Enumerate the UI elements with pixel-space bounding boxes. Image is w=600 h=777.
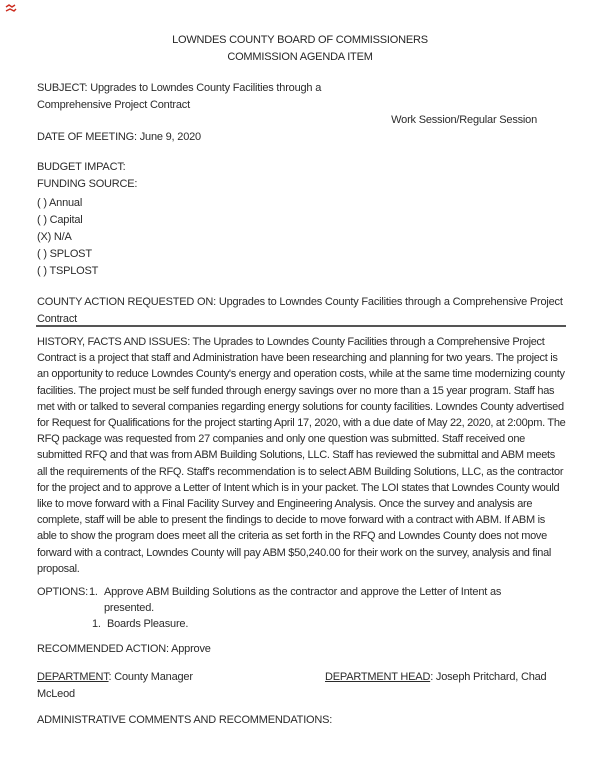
option-1-number: 1. (89, 586, 98, 598)
department-head-label: DEPARTMENT HEAD (325, 671, 431, 683)
options-items (89, 584, 551, 632)
recommended-action: RECOMMENDED ACTION: Approve (37, 643, 211, 655)
title-line-1: LOWNDES COUNTY BOARD OF COMMISSIONERS (172, 34, 428, 46)
department-label: DEPARTMENT (37, 671, 109, 683)
document-title (0, 32, 600, 66)
department-head-value: : Joseph Pritchard, Chad (430, 671, 547, 683)
funding-options-list (37, 195, 98, 280)
session-type-label: Work Session/Regular Session (391, 114, 537, 126)
funding-source-label: FUNDING SOURCE: (37, 178, 138, 190)
funding-option-splost: ( ) SPLOST (37, 248, 92, 260)
funding-option-annual: ( ) Annual (37, 197, 83, 209)
options-section (37, 584, 565, 632)
options-label: OPTIONS: (37, 586, 88, 598)
divider-line (36, 325, 566, 327)
meeting-date-line: DATE OF MEETING: June 9, 2020 (37, 131, 201, 143)
option-item-2 (92, 616, 551, 632)
funding-option-tsplost: ( ) TSPLOST (37, 265, 99, 277)
funding-option-na: (X) N/A (37, 231, 72, 243)
department-field (37, 671, 193, 683)
administrative-comments-label: ADMINISTRATIVE COMMENTS AND RECOMMENDATIONS: (37, 714, 333, 726)
department-head-value-wrap: McLeod (37, 688, 75, 700)
option-2-number: 1. (92, 618, 101, 630)
funding-option-capital: ( ) Capital (37, 214, 83, 226)
department-value: : County Manager (108, 671, 193, 683)
option-2-text: Boards Pleasure. (107, 618, 189, 630)
subject-line: SUBJECT: Upgrades to Lowndes County Facilities through a Comprehensive Project Contract (37, 82, 322, 111)
option-item-1 (89, 584, 551, 616)
red-scribble-icon (5, 4, 17, 13)
department-row (37, 671, 565, 683)
budget-impact-label: BUDGET IMPACT: (37, 161, 126, 173)
title-line-2: COMMISSION AGENDA ITEM (227, 51, 373, 63)
department-head-field (325, 671, 546, 683)
county-action-requested: COUNTY ACTION REQUESTED ON: Upgrades to Lowndes County Facilities through a Comprehensive Project Contract (37, 296, 563, 325)
option-1-text: Approve ABM Building Solutions as the contractor and approve the Letter of Intent as presented. (104, 586, 502, 614)
history-facts-issues: HISTORY, FACTS AND ISSUES: The Uprades to Lowndes County Facilities through a Comprehensive Project Contract is a project that staff and Administration have been researching and planning for two years. The project is an opportunity to reduce Lowndes County's energy and operation costs, while at the same time modernizing county facilities. The project must be self funded through energy savings over no more than a 15 year program. Staff has met with or talked to several companies regarding energy solutions for county facilities. Lowndes County advertised for Request for Qualifications for the project starting April 17, 2020, with a due date of May 22, 2020, at 2:00pm. The RFQ package was requested from 27 companies and only one question was submitted. Staff received one submitted RFQ and that was from ABM Building Solutions, LLC. Staff has reviewed the submittal and ABM meets all the requirements of the RFQ. Staff's recommendation is to select ABM Building Solutions, LLC, as the contractor for the project and to approve a Letter of Intent which is in your packet. The LOI states that Lowndes County would like to move forward with a Final Facility Survey and Engineering Analysis. Once the survey and analysis are complete, staff will be able to present the findings to decide to move forward with a contract with ABM. If ABM is able to show the program does meet all the criteria as set forth in the RFQ and Lowndes County does not move forward with a contract, Lowndes County will pay ABM $50,240.00 for their work on the survey, analysis and final proposal. (37, 336, 566, 575)
